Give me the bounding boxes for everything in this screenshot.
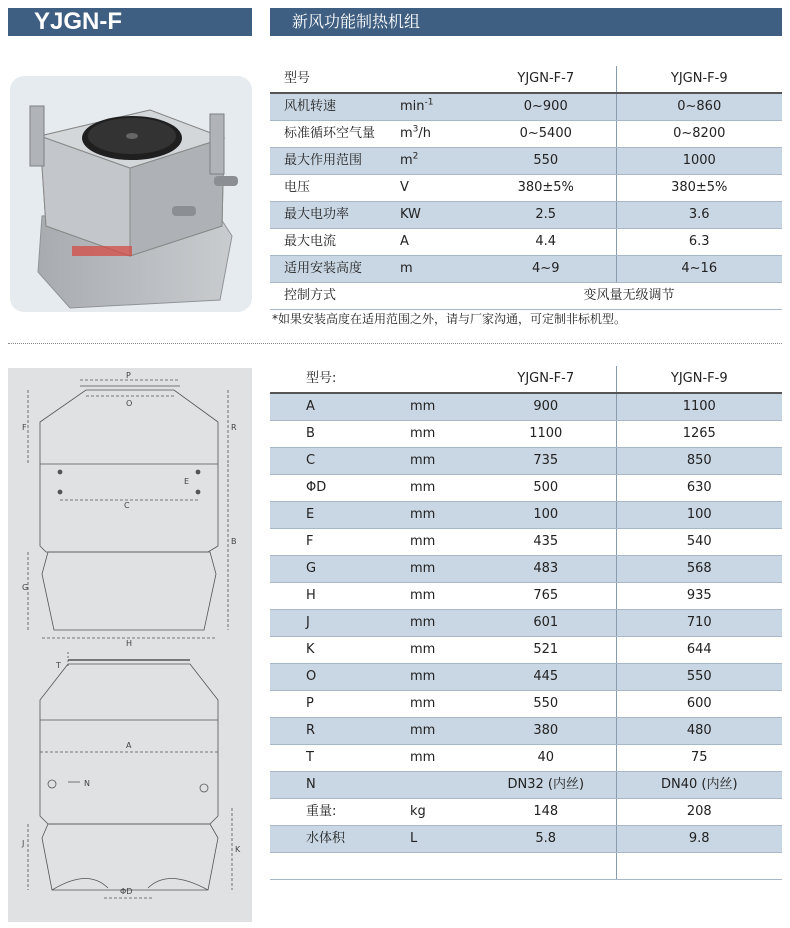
row-unit: kg xyxy=(400,799,476,826)
row-value-m2 xyxy=(616,853,782,880)
heater-unit-illustration xyxy=(10,76,252,312)
row-value-m1: 4~9 xyxy=(476,256,616,283)
row-unit: m xyxy=(400,256,476,283)
row-value-m2: 6.3 xyxy=(616,229,782,256)
dimension-diagram xyxy=(8,368,252,922)
row-label: 适用安装高度 xyxy=(270,256,400,283)
row-value-m2: 1100 xyxy=(616,393,782,421)
row-label xyxy=(270,853,400,880)
control-label: 控制方式 xyxy=(270,283,400,310)
row-label: ΦD xyxy=(270,475,400,502)
row-label: 风机转速 xyxy=(270,93,400,121)
table-row xyxy=(270,799,782,826)
dim-label-d: ΦD xyxy=(120,887,133,896)
row-unit: mm xyxy=(400,583,476,610)
dim-label-g: G xyxy=(22,583,29,592)
table-row xyxy=(270,121,782,148)
row-value-m2: 710 xyxy=(616,610,782,637)
row-unit: mm xyxy=(400,556,476,583)
dimension-table xyxy=(270,366,782,880)
spec-header-m2: YJGN-F-9 xyxy=(616,66,782,93)
dim-label-t: T xyxy=(56,661,61,670)
row-value-m2: 550 xyxy=(616,664,782,691)
row-value-m1: 380 xyxy=(476,718,616,745)
control-value: 变风量无级调节 xyxy=(476,283,782,310)
product-subtitle: 新风功能制热机组 xyxy=(270,8,782,36)
row-label: H xyxy=(270,583,400,610)
table-row xyxy=(270,556,782,583)
table-row xyxy=(270,691,782,718)
row-label: 最大作用范围 xyxy=(270,148,400,175)
row-value-m2: 3.6 xyxy=(616,202,782,229)
control-row xyxy=(270,283,782,310)
row-value-m2: 850 xyxy=(616,448,782,475)
row-label: 标准循环空气量 xyxy=(270,121,400,148)
row-value-m1: 445 xyxy=(476,664,616,691)
row-value-m2: 0~8200 xyxy=(616,121,782,148)
model-title: YJGN-F xyxy=(8,8,252,36)
table-row xyxy=(270,148,782,175)
install-height-note: *如果安装高度在适用范围之外，请与厂家沟通，可定制非标机型。 xyxy=(272,312,627,326)
table-row xyxy=(270,502,782,529)
table-row xyxy=(270,772,782,799)
row-value-m1: 1100 xyxy=(476,421,616,448)
product-photo xyxy=(10,76,252,312)
row-unit: mm xyxy=(400,610,476,637)
row-value-m2: 75 xyxy=(616,745,782,772)
row-value-m2: 1265 xyxy=(616,421,782,448)
row-value-m1: 500 xyxy=(476,475,616,502)
row-unit: $m^2$ xyxy=(400,148,476,175)
spec-header-row xyxy=(270,66,782,93)
row-value-m2: 600 xyxy=(616,691,782,718)
table-row xyxy=(270,393,782,421)
dim-header-label: 型号: xyxy=(270,366,400,393)
row-value-m1: 40 xyxy=(476,745,616,772)
row-value-m1: 521 xyxy=(476,637,616,664)
row-value-m2: 9.8 xyxy=(616,826,782,853)
table-row xyxy=(270,475,782,502)
row-unit: V xyxy=(400,175,476,202)
row-label: N xyxy=(270,772,400,799)
table-row xyxy=(270,529,782,556)
row-value-m2: 935 xyxy=(616,583,782,610)
table-row xyxy=(270,202,782,229)
table-row xyxy=(270,93,782,121)
row-value-m1: 4.4 xyxy=(476,229,616,256)
table-row xyxy=(270,256,782,283)
spec-table xyxy=(270,66,782,310)
row-unit: mm xyxy=(400,529,476,556)
row-value-m2: 0~860 xyxy=(616,93,782,121)
row-unit: mm xyxy=(400,393,476,421)
row-value-m1: 2.5 xyxy=(476,202,616,229)
row-label: E xyxy=(270,502,400,529)
row-value-m2: 568 xyxy=(616,556,782,583)
row-unit: A xyxy=(400,229,476,256)
row-label: B xyxy=(270,421,400,448)
table-row xyxy=(270,637,782,664)
row-value-m1: 765 xyxy=(476,583,616,610)
row-value-m1: 0~5400 xyxy=(476,121,616,148)
row-value-m2: 540 xyxy=(616,529,782,556)
dim-label-f: F xyxy=(22,423,27,432)
table-row xyxy=(270,745,782,772)
dim-header-m2: YJGN-F-9 xyxy=(616,366,782,393)
dim-label-e: E xyxy=(184,477,190,486)
row-value-m1: 735 xyxy=(476,448,616,475)
table-row xyxy=(270,610,782,637)
row-unit xyxy=(400,853,476,880)
spec-header-unit xyxy=(400,66,476,93)
row-value-m2: 4~16 xyxy=(616,256,782,283)
row-label: K xyxy=(270,637,400,664)
table-row xyxy=(270,229,782,256)
dim-label-a: A xyxy=(126,741,132,750)
row-label: A xyxy=(270,393,400,421)
row-unit: mm xyxy=(400,664,476,691)
row-unit: mm xyxy=(400,421,476,448)
table-row xyxy=(270,718,782,745)
table-row xyxy=(270,175,782,202)
row-unit: L xyxy=(400,826,476,853)
row-value-m1: 601 xyxy=(476,610,616,637)
dim-label-c: C xyxy=(124,501,130,510)
row-label: G xyxy=(270,556,400,583)
section-divider xyxy=(8,343,782,344)
row-value-m1: 550 xyxy=(476,148,616,175)
row-value-m2: 1000 xyxy=(616,148,782,175)
row-label: 最大电功率 xyxy=(270,202,400,229)
dim-label-k: K xyxy=(235,845,241,854)
table-row xyxy=(270,853,782,880)
row-value-m2: 100 xyxy=(616,502,782,529)
row-value-m1: 148 xyxy=(476,799,616,826)
table-row xyxy=(270,583,782,610)
row-unit: mm xyxy=(400,691,476,718)
row-label: P xyxy=(270,691,400,718)
row-unit: mm xyxy=(400,448,476,475)
row-unit: KW xyxy=(400,202,476,229)
row-label: R xyxy=(270,718,400,745)
dim-header-row xyxy=(270,366,782,393)
row-unit: mm xyxy=(400,718,476,745)
row-value-m1 xyxy=(476,853,616,880)
dim-label-h: H xyxy=(126,639,133,648)
row-value-m1: 380±5% xyxy=(476,175,616,202)
row-value-m2: 644 xyxy=(616,637,782,664)
row-unit: mm xyxy=(400,502,476,529)
row-value-m1: 900 xyxy=(476,393,616,421)
row-value-m1: 483 xyxy=(476,556,616,583)
table-row xyxy=(270,448,782,475)
row-value-m2: DN40 (内丝) xyxy=(616,772,782,799)
dim-label-r: R xyxy=(231,423,237,432)
row-label: J xyxy=(270,610,400,637)
row-value-m2: 480 xyxy=(616,718,782,745)
row-label: C xyxy=(270,448,400,475)
row-label: F xyxy=(270,529,400,556)
table-row xyxy=(270,664,782,691)
row-unit: mm xyxy=(400,637,476,664)
row-label: O xyxy=(270,664,400,691)
row-label: 重量: xyxy=(270,799,400,826)
table-row xyxy=(270,421,782,448)
row-value-m1: 435 xyxy=(476,529,616,556)
dim-label-b: B xyxy=(231,537,237,546)
spec-header-label: 型号 xyxy=(270,66,400,93)
dim-label-p: P xyxy=(126,371,131,380)
spec-header-m1: YJGN-F-7 xyxy=(476,66,616,93)
row-label: 电压 xyxy=(270,175,400,202)
table-row xyxy=(270,826,782,853)
row-value-m2: 380±5% xyxy=(616,175,782,202)
row-value-m2: 630 xyxy=(616,475,782,502)
row-unit: mm xyxy=(400,475,476,502)
row-unit xyxy=(400,772,476,799)
row-value-m1: 550 xyxy=(476,691,616,718)
dim-label-j: J xyxy=(22,839,25,848)
row-label: 水体积 xyxy=(270,826,400,853)
row-value-m2: 208 xyxy=(616,799,782,826)
dim-label-o: O xyxy=(126,399,133,408)
row-unit: mm xyxy=(400,745,476,772)
row-value-m1: 100 xyxy=(476,502,616,529)
row-value-m1: 0~900 xyxy=(476,93,616,121)
row-value-m1: 5.8 xyxy=(476,826,616,853)
row-value-m1: DN32 (内丝) xyxy=(476,772,616,799)
dim-label-n: N xyxy=(84,779,90,788)
row-unit: $m^3/h$ xyxy=(400,121,476,148)
row-label: 最大电流 xyxy=(270,229,400,256)
row-label: T xyxy=(270,745,400,772)
dim-header-m1: YJGN-F-7 xyxy=(476,366,616,393)
row-unit: $\min^{-1}$ xyxy=(400,93,476,121)
